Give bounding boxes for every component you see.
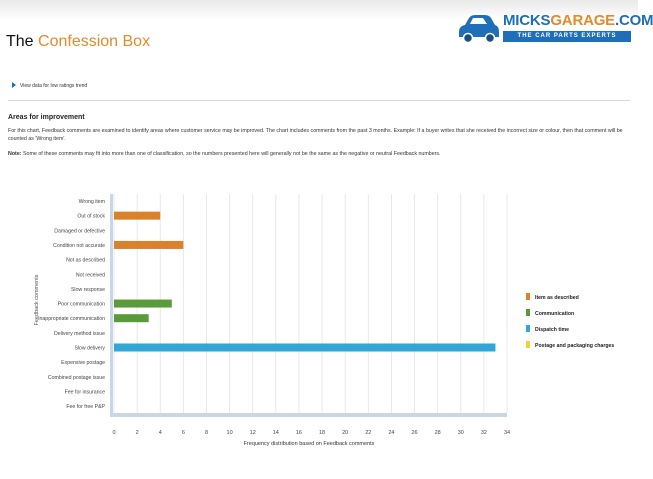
legend-swatch — [526, 293, 530, 300]
category-label: Fee for free P&P — [66, 404, 105, 411]
x-tick-label: 16 — [295, 430, 303, 436]
category-label: Poor communication — [57, 301, 105, 308]
category-label: Out of stock — [77, 213, 105, 220]
x-tick-label: 6 — [181, 430, 185, 436]
category-label: Slow delivery — [74, 345, 105, 352]
logo-part2: GARAGE — [550, 12, 615, 29]
slide-title-accent: Confession Box — [38, 33, 151, 50]
x-tick-label: 0 — [112, 430, 116, 436]
category-label: Damaged or defective — [54, 228, 105, 235]
legend-swatch — [526, 325, 530, 332]
x-tick-label: 12 — [249, 430, 256, 436]
category-label: Fee for insurance — [64, 389, 105, 396]
x-tick-label: 26 — [411, 430, 418, 436]
legend-swatch — [526, 309, 530, 316]
bar — [114, 212, 160, 220]
legend-label: Postage and packaging charges — [535, 343, 615, 349]
legend-label: Item as described — [535, 295, 579, 301]
x-tick-label: 30 — [457, 430, 464, 436]
x-tick-label: 10 — [226, 430, 233, 436]
chart-category-labels — [38, 199, 105, 410]
chart-legend — [526, 293, 614, 349]
logo-part1: MICKS — [503, 12, 551, 29]
category-label: Not received — [75, 272, 105, 279]
chart-tick-labels — [112, 430, 510, 436]
slide-title-prefix: The — [6, 33, 39, 50]
y-axis-band — [110, 194, 113, 413]
y-axis-title: Feedback comments — [34, 274, 40, 326]
bar — [114, 314, 149, 322]
x-tick-label: 28 — [434, 430, 441, 436]
legend-label: Communication — [535, 311, 575, 317]
toggle-label: View data for low ratings trend — [20, 83, 88, 89]
chart-grid — [114, 194, 507, 413]
x-tick-label: 14 — [272, 430, 279, 436]
bar — [114, 344, 495, 352]
category-label: Inappropriate communication — [38, 316, 105, 323]
note-text: Some of these comments may fit into more than one of classification, so the numbers presented here will generally not be the same as the negative or neutral Feedback numbers. — [21, 151, 441, 157]
section-description: For this chart, Feedback comments are examined to identify areas where customer service may be improved. The chart includes comments from the past 3 months. Example: If a buyer writes that she received the incorrect size or colour, then that comment will be counted as 'Wrong item'. — [8, 128, 623, 142]
logo-part3: .COM — [614, 12, 653, 29]
category-label: Slow response — [70, 286, 105, 293]
x-tick-label: 4 — [158, 430, 162, 436]
x-tick-label: 8 — [204, 430, 209, 436]
category-label: Not as described — [66, 257, 105, 264]
category-label: Wrong item — [78, 199, 105, 205]
x-axis-title: Frequency distribution based on Feedback comments — [243, 441, 375, 447]
legend-swatch — [526, 341, 530, 348]
x-tick-label: 32 — [480, 430, 487, 436]
x-tick-label: 2 — [135, 430, 139, 436]
bar — [114, 300, 172, 308]
x-tick-label: 34 — [503, 430, 511, 436]
x-tick-label: 22 — [365, 430, 372, 436]
x-tick-label: 20 — [342, 430, 349, 436]
x-axis-band — [110, 413, 507, 417]
category-label: Delivery method issue — [53, 330, 105, 337]
category-label: Condition not accurate — [53, 242, 105, 249]
bar — [114, 241, 183, 249]
legend-label: Dispatch time — [535, 327, 570, 333]
x-tick-label: 18 — [318, 430, 326, 436]
note-label: Note: — [8, 151, 22, 157]
category-label: Expensive postage — [61, 360, 105, 367]
logo-tagline: THE CAR PARTS EXPERTS — [503, 31, 631, 42]
chart-bars — [114, 212, 495, 352]
section-title: Areas for improvement — [8, 114, 85, 121]
x-tick-label: 24 — [388, 430, 395, 436]
category-label: Combined postage issue — [47, 374, 105, 381]
